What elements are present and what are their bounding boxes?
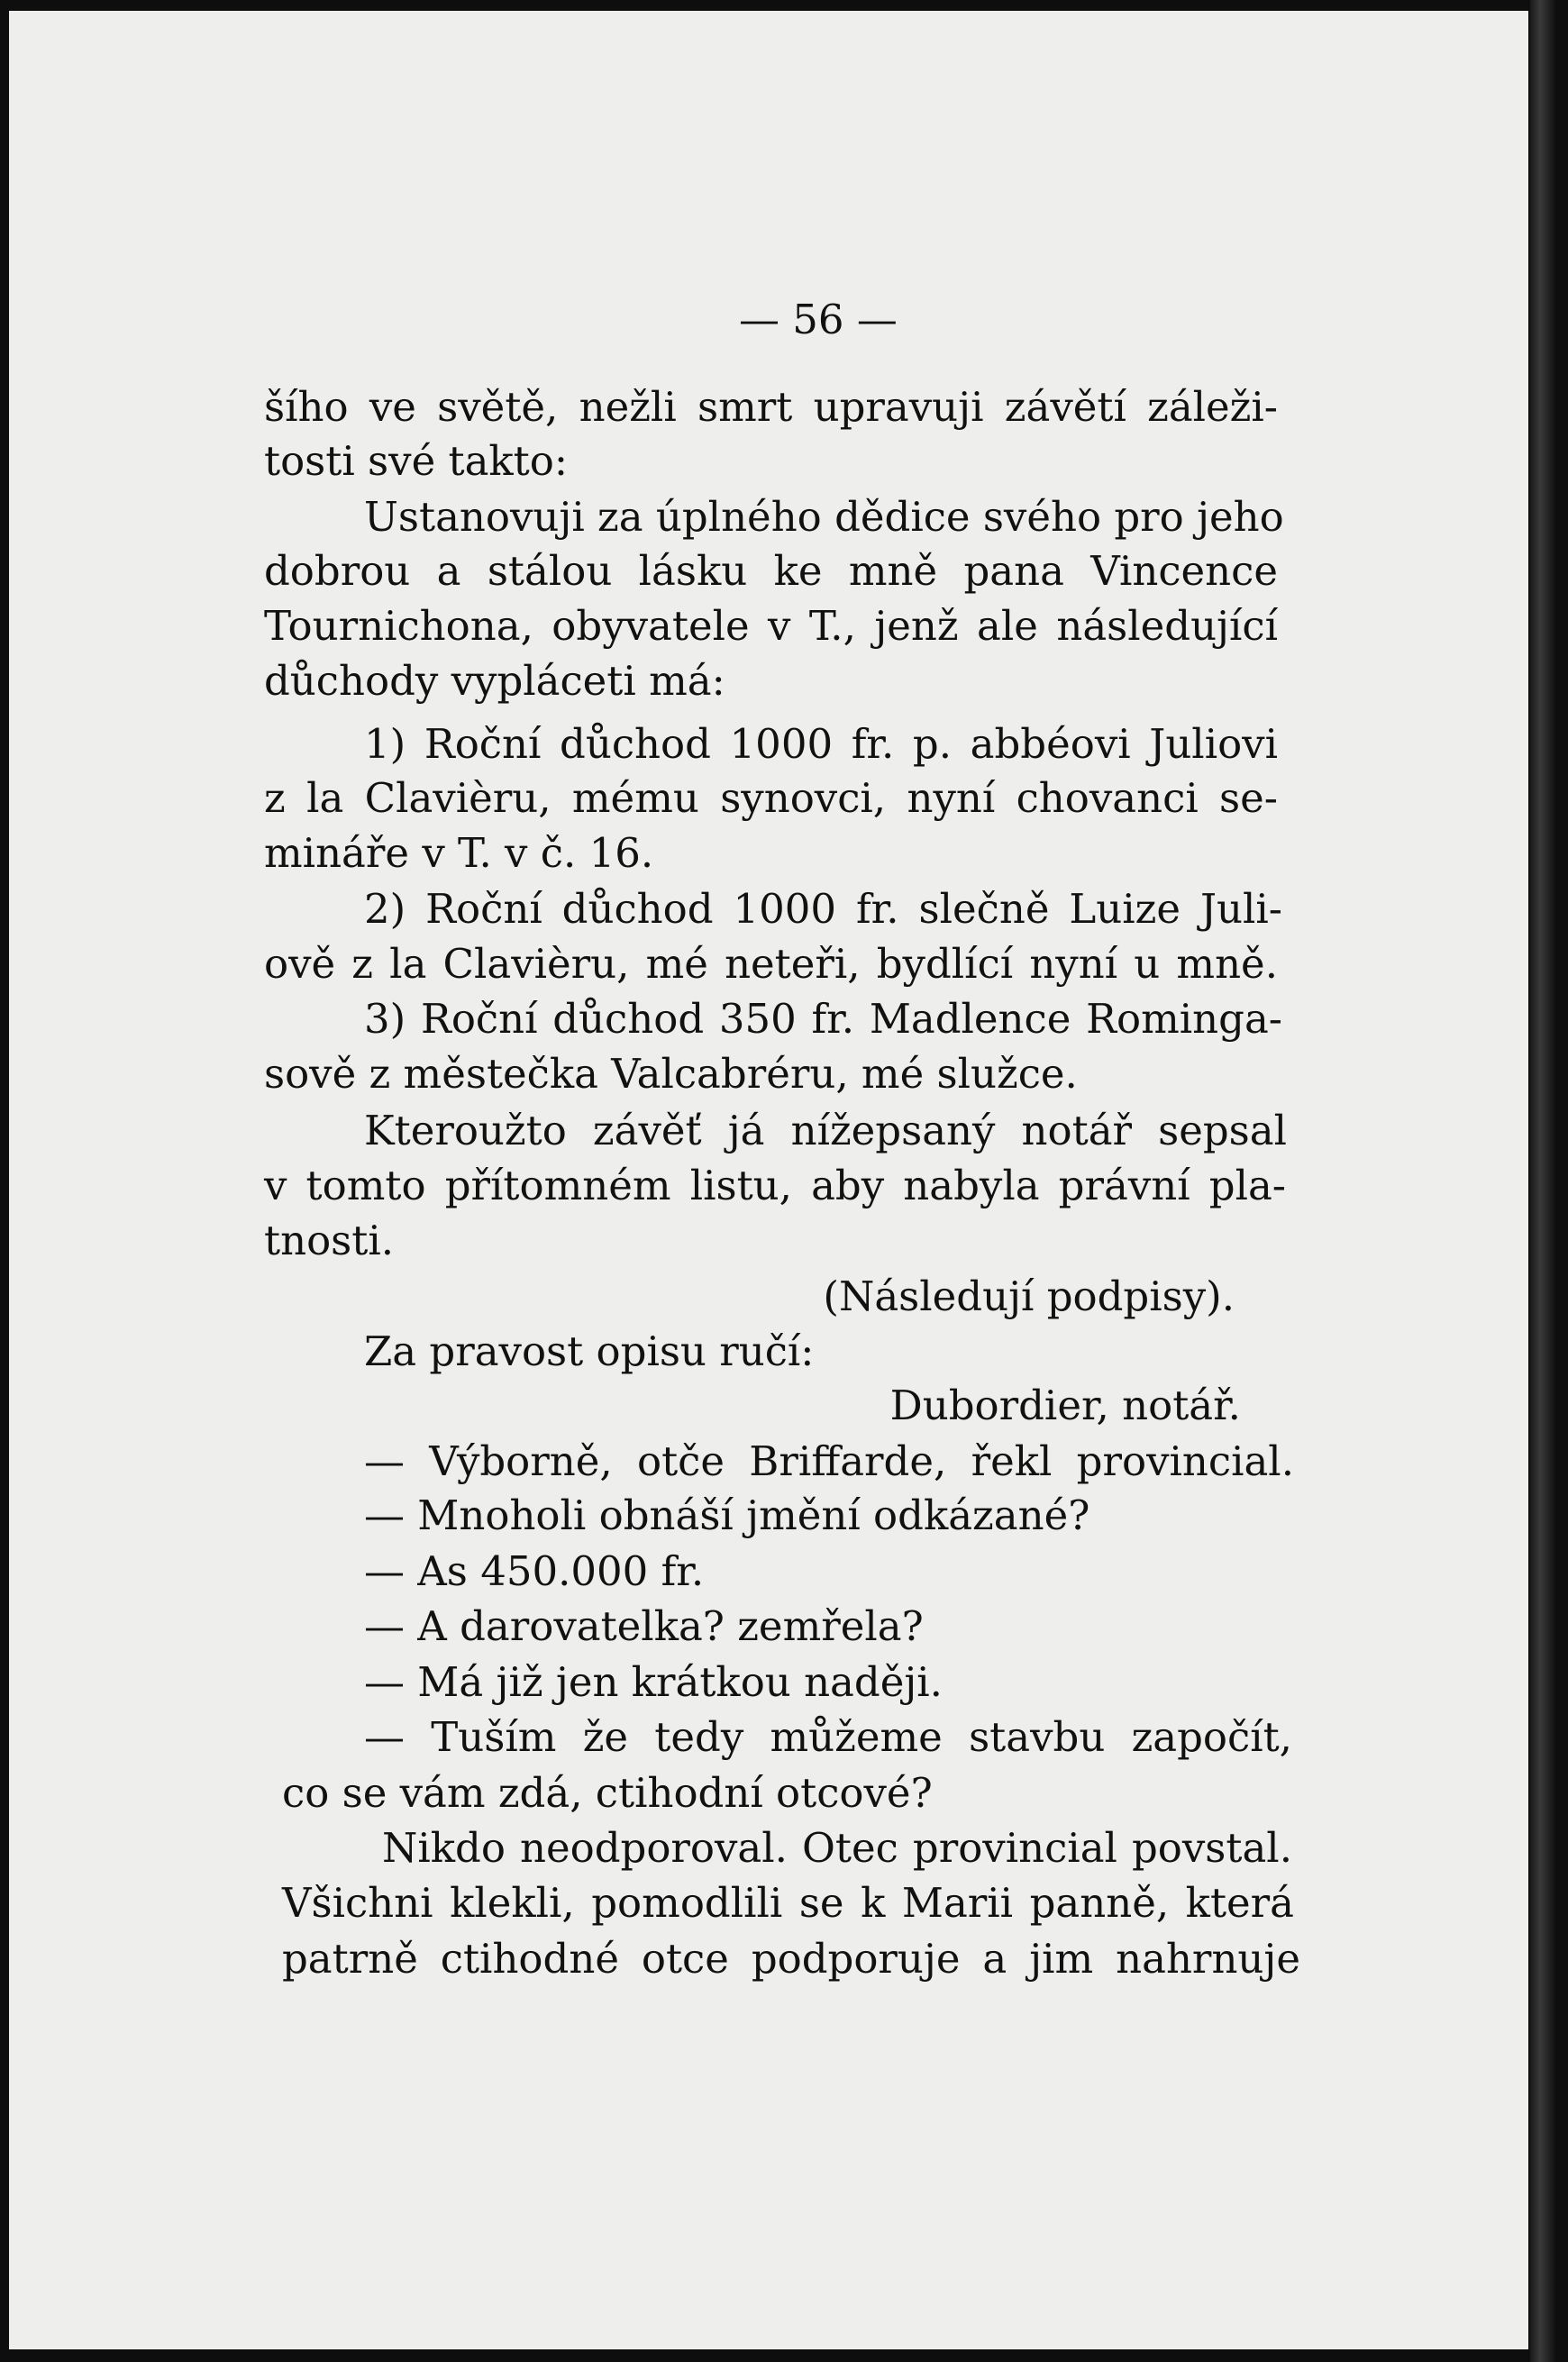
signature-note: (Následují podpisy).	[823, 1272, 1235, 1320]
text-line: Ustanovuji za úplného dědice svého pro jeho	[364, 493, 1284, 541]
text-line: šího ve světě, nežli smrt upravuji závětí záleži-	[264, 383, 1278, 431]
text-line: tnosti.	[264, 1217, 395, 1264]
text-line: 2) Roční důchod 1000 fr. slečně Luize Juli-	[364, 885, 1282, 933]
text-line: dobrou a stálou lásku ke mně pana Vincence	[264, 547, 1278, 595]
text-line: Za pravost opisu ručí:	[364, 1327, 815, 1375]
dialogue-line: — As 450.000 fr.	[364, 1547, 705, 1595]
text-line: Všichni klekli, pomodlili se k Marii panně, která	[282, 1879, 1294, 1927]
text-line: Kteroužto závěť já nížepsaný notář sepsal	[364, 1107, 1287, 1154]
dialogue-line: — Mnoholi obnáší jmění odkázané?	[364, 1491, 1090, 1539]
text-line: důchody vypláceti má:	[264, 657, 725, 705]
text-line: ově z la Clavièru, mé neteři, bydlící nyní u mně.	[264, 940, 1278, 988]
text-line: Nikdo neodporoval. Otec provincial povstal.	[382, 1824, 1292, 1872]
page-number: — 56 —	[739, 296, 898, 343]
dialogue-line: — Výborně, otče Briffarde, řekl provincial.	[364, 1437, 1294, 1485]
text-line: patrně ctihodné otce podporuje a jim nahrnuje	[282, 1935, 1300, 1983]
text-line: co se vám zdá, ctihodní otcové?	[282, 1769, 933, 1817]
text-line: mináře v T. v č. 16.	[264, 829, 654, 877]
dialogue-line: — A darovatelka? zemřela?	[364, 1602, 924, 1650]
dialogue-line: — Tuším že tedy můžeme stavbu započít,	[364, 1713, 1292, 1761]
text-line: v tomto přítomném listu, aby nabyla právní pla-	[264, 1162, 1286, 1209]
text-line: sově z městečka Valcabréru, mé služce.	[264, 1050, 1078, 1098]
book-edge	[1530, 0, 1555, 2362]
notary-signature: Dubordier, notář.	[889, 1382, 1241, 1429]
text-line: 3) Roční důchod 350 fr. Madlence Rominga-	[364, 995, 1282, 1043]
dialogue-line: — Má již jen krátkou naději.	[364, 1658, 943, 1706]
text-line: z la Clavièru, mému synovci, nyní chovanci se-	[264, 774, 1278, 822]
text-line: Tournichona, obyvatele v T., jenž ale následující	[264, 602, 1278, 650]
text-line: tosti své takto:	[264, 437, 569, 485]
text-line: 1) Roční důchod 1000 fr. p. abbéovi Juliovi	[364, 720, 1278, 768]
